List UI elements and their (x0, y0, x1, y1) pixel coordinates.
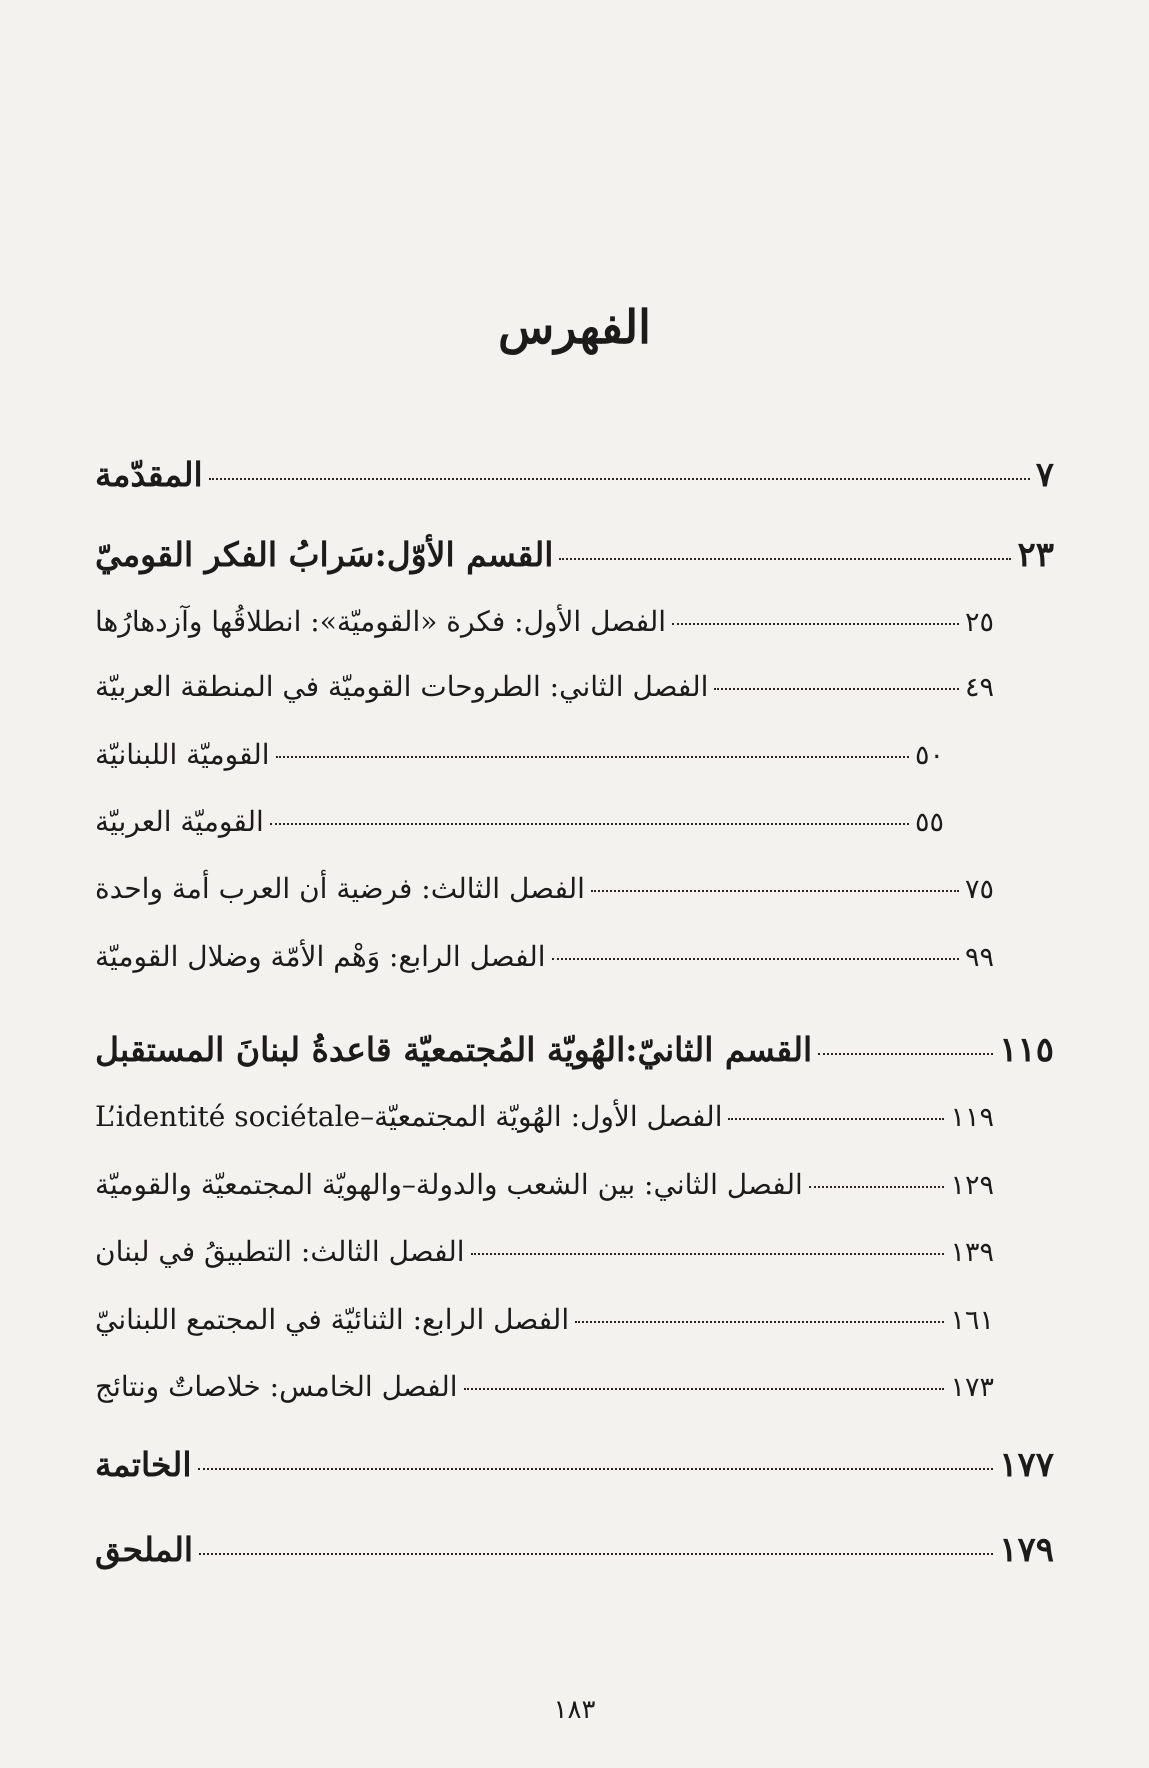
leader-dots (552, 958, 959, 960)
toc-entry-chapter[interactable] (95, 1235, 994, 1268)
toc-entry-label: الملحق (95, 1530, 194, 1569)
toc-entry-page: ٥٠ (914, 740, 944, 771)
toc-entry-label: الفصل الأول: فكرة «القوميّة»: انطلاقُها وآزدهارُها (95, 605, 667, 638)
toc-entry-part-two[interactable] (95, 1030, 1054, 1070)
toc-entry-chapter[interactable] (95, 670, 994, 703)
toc-entry-label: الفصل الرابع: الثنائيّة في المجتمع اللبنانيّ (95, 1303, 570, 1336)
leader-dots (818, 1053, 993, 1055)
toc-entry-page: ٢٥ (964, 607, 994, 638)
leader-dots (276, 756, 909, 758)
toc-entry-chapter[interactable] (95, 872, 994, 905)
page-title: الفهرس (498, 300, 651, 354)
toc-entry-page: ٩٩ (964, 942, 994, 973)
leader-dots (809, 1186, 945, 1188)
toc-entry-page: ٥٥ (914, 807, 944, 838)
toc-entry-introduction[interactable] (95, 455, 1054, 495)
toc-entry-label: الخاتمة (95, 1445, 192, 1484)
toc-entry-page: ٧ (1035, 455, 1054, 495)
toc-entry-page: ١٧٩ (999, 1530, 1054, 1570)
leader-dots (575, 1321, 944, 1323)
toc-entry-page: ١١٥ (999, 1030, 1054, 1070)
toc-entry-page: ١٧٣ (950, 1372, 994, 1403)
toc-entry-chapter[interactable] (95, 1370, 994, 1403)
toc-entry-label: الفصل الثاني: الطروحات القوميّة في المنطقة العربيّة (95, 670, 709, 703)
toc-entry-appendix[interactable] (95, 1530, 1054, 1570)
leader-dots (714, 688, 959, 690)
toc-entry-chapter[interactable] (95, 1100, 994, 1133)
toc-entry-part-one[interactable] (95, 535, 1054, 575)
toc-entry-page: ٢٣ (1017, 535, 1054, 575)
page-number: ١٨٣ (553, 1695, 596, 1725)
toc-entry-label: الفصل الثالث: التطبيقُ في لبنان (95, 1235, 465, 1268)
toc-entry-page: ١٣٩ (950, 1237, 994, 1268)
toc-entry-subsection[interactable] (95, 738, 944, 771)
toc-entry-page: ١٦١ (950, 1305, 994, 1336)
toc-entry-label: الفصل الأول: الهُويّة المجتمعيّة–L’identité sociétale (95, 1100, 723, 1133)
leader-dots (471, 1253, 945, 1255)
toc-entry-conclusion[interactable] (95, 1445, 1054, 1485)
toc-entry-label: الفصل الرابع: وَهْم الأمّة وضلال القوميّة (95, 940, 546, 973)
toc-entry-label: القوميّة اللبنانيّة (95, 738, 270, 771)
leader-dots (270, 823, 909, 825)
toc-entry-page: ١٧٧ (999, 1445, 1054, 1485)
toc-entry-label: الفصل الخامس: خلاصاتٌ ونتائج (95, 1370, 458, 1403)
leader-dots (209, 478, 1030, 480)
toc-entry-label: القوميّة العربيّة (95, 805, 264, 838)
toc-entry-page: ١١٩ (950, 1102, 994, 1133)
toc-entry-page: ٤٩ (964, 672, 994, 703)
toc-entry-label: القسم الأوّل:سَرابُ الفكر القوميّ (95, 535, 554, 574)
toc-entry-label: الفصل الثاني: بين الشعب والدولة–والهويّة المجتمعيّة والقوميّة (95, 1168, 803, 1201)
toc-entry-chapter[interactable] (95, 1303, 994, 1336)
toc-entry-chapter[interactable] (95, 1168, 994, 1201)
leader-dots (198, 1468, 994, 1470)
toc-entry-subsection[interactable] (95, 805, 944, 838)
leader-dots (199, 1553, 993, 1555)
toc-entry-chapter[interactable] (95, 605, 994, 638)
toc-entry-page: ١٢٩ (950, 1170, 994, 1201)
toc-entry-label: المقدّمة (95, 455, 203, 494)
leader-dots (672, 623, 959, 625)
leader-dots (559, 558, 1011, 560)
toc-entry-label: الفصل الثالث: فرضية أن العرب أمة واحدة (95, 872, 585, 905)
toc-entry-label: القسم الثانيّ:الهُويّة المُجتمعيّة قاعدةُ لبنانَ المستقبل (95, 1030, 813, 1069)
leader-dots (464, 1388, 945, 1390)
toc-entry-chapter[interactable] (95, 940, 994, 973)
leader-dots (591, 890, 959, 892)
toc-entry-page: ٧٥ (964, 874, 994, 905)
leader-dots (728, 1118, 944, 1120)
